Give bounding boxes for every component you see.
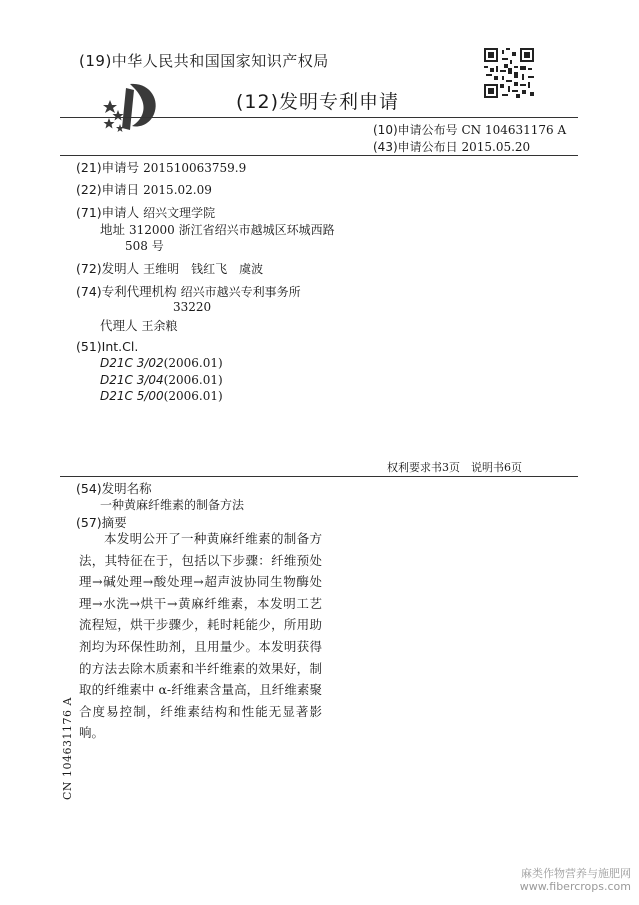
- agency: 绍兴市越兴专利事务所: [180, 285, 301, 299]
- publication-date: 2015.05.20: [461, 140, 531, 154]
- address-line-2: 508 号: [125, 239, 164, 253]
- publication-number-row: [373, 121, 566, 138]
- agency-label: (74)专利代理机构: [76, 284, 177, 299]
- address-line-1: 312000 浙江省绍兴市越城区环城西路: [129, 223, 335, 237]
- application-date-row: [76, 180, 212, 198]
- application-date-label: (22)申请日: [76, 182, 140, 197]
- applicant: 绍兴文理学院: [143, 206, 216, 220]
- abstract-text: 本发明公开了一种黄麻纤维素的制备方法，其特征在于，包括以下步骤：纤维预处理→碱处理→酸处理→超声波协同生物酶处理→水洗→烘干→黄麻纤维素，本发明工艺流程短，烘干步骤少，耗时耗能少，所用助剂均为环保性助剂，且用量少。本发明获得的方法去除木质素和半纤维素的效果好，制取的纤维素中 α-纤维素含量高，且纤维素聚合度易控制，纤维素结构和性能无显著影响。: [79, 531, 322, 741]
- document-type-title: (12)发明专利申请: [236, 91, 400, 113]
- abstract-divider: [60, 476, 578, 477]
- application-date: 2015.02.09: [143, 183, 212, 197]
- publication-date-label: (43)申请公布日: [373, 140, 458, 154]
- watermark-url: www.fibercrops.com: [519, 880, 631, 893]
- address-row: [100, 220, 335, 238]
- address-label: 地址: [100, 222, 126, 237]
- applicant-label: (71)申请人: [76, 205, 140, 220]
- agent-row: [100, 316, 178, 334]
- agency-code: 33220: [173, 300, 212, 314]
- watermark: [520, 867, 631, 893]
- header-divider: [60, 117, 578, 118]
- abstract-label: (57)摘要: [76, 515, 127, 530]
- application-number: 201510063759.9: [143, 161, 247, 175]
- inventors-row: [76, 259, 263, 277]
- application-number-row: [76, 158, 246, 176]
- meta-divider: [60, 155, 578, 156]
- side-publication-number: CN 104631176 A: [61, 697, 74, 800]
- ipc-entry: D21C 3/04(2006.01): [100, 373, 223, 387]
- inventors: 王维明 钱红飞 虞波: [143, 262, 264, 276]
- publication-number-label: (10)申请公布号: [373, 123, 458, 137]
- ipc-entry: D21C 3/02(2006.01): [100, 356, 223, 370]
- office-name: (19)中华人民共和国国家知识产权局: [79, 52, 329, 70]
- publication-number: CN 104631176 A: [461, 123, 567, 137]
- page-count-note: 权利要求书3页 说明书6页: [387, 461, 522, 474]
- agency-row: [76, 282, 301, 300]
- ipc-label: (51)Int.Cl.: [76, 339, 139, 354]
- publication-date-row: [373, 138, 530, 155]
- qr-code-icon: [484, 48, 534, 98]
- invention-name: 一种黄麻纤维素的制备方法: [100, 498, 245, 512]
- inventors-label: (72)发明人: [76, 261, 140, 276]
- cnipa-emblem-icon: [100, 80, 162, 138]
- invention-name-label: (54)发明名称: [76, 481, 152, 496]
- applicant-row: [76, 203, 215, 221]
- application-number-label: (21)申请号: [76, 160, 140, 175]
- agent: 王余粮: [141, 319, 178, 333]
- agent-label: 代理人: [100, 318, 138, 333]
- watermark-title: 麻类作物营养与施肥网: [521, 867, 631, 880]
- ipc-entry: D21C 5/00(2006.01): [100, 389, 223, 403]
